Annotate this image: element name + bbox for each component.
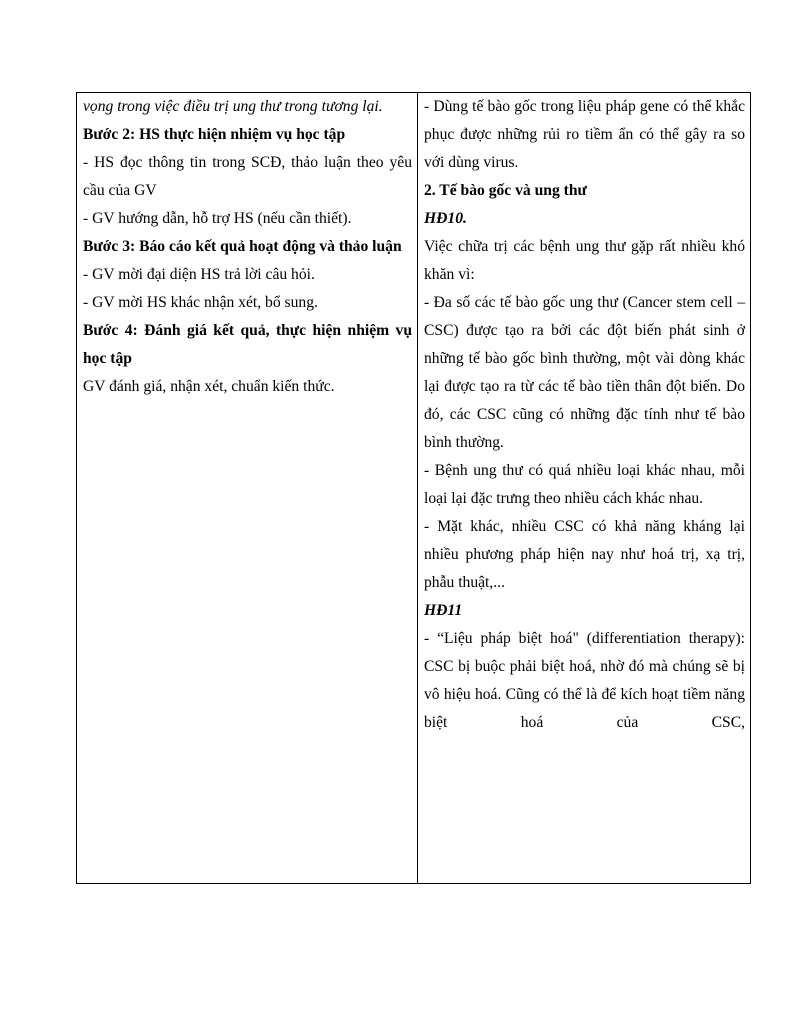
paragraph: - Mặt khác, nhiều CSC có khả năng kháng lại nhiều phương pháp hiện nay như hoá trị, xạ trị, phẫu thuật,... <box>424 518 745 591</box>
paragraph: - Dùng tế bào gốc trong liệu pháp gene có thể khắc phục được những rủi ro tiềm ẩn có thể gây ra so với dùng virus. <box>424 98 745 171</box>
step-heading: Bước 4: Đánh giá kết quả, thực hiện nhiệm vụ học tập <box>83 322 412 367</box>
paragraph: - Bệnh ung thư có quá nhiều loại khác nhau, mỗi loại lại đặc trưng theo nhiều cách khác nhau. <box>424 462 745 507</box>
paragraph: Việc chữa trị các bệnh ung thư gặp rất nhiều khó khăn vì: <box>424 238 745 283</box>
activity-column-content <box>83 93 412 883</box>
step-heading: Bước 2: HS thực hiện nhiệm vụ học tập <box>83 126 346 143</box>
paragraph: - HS đọc thông tin trong SCĐ, thảo luận theo yêu cầu của GV <box>83 154 412 199</box>
activity-label: HĐ11 <box>424 602 463 619</box>
paragraph: - GV mời đại diện HS trả lời câu hỏi. <box>83 266 315 283</box>
paragraph: - GV hướng dẫn, hỗ trợ HS (nếu cần thiết). <box>83 210 352 227</box>
paragraph: vọng trong việc điều trị ung thư trong tương lại. <box>83 98 383 115</box>
paragraph: - Đa số các tế bào gốc ung thư (Cancer stem cell – CSC) được tạo ra bởi các đột biến phát sinh ở những tế bào gốc bình thường, một vài dòng khác lại được tạo ra từ các tế bào tiền thân đột biến. Do đó, các CSC cũng có những đặc tính như tế bào bình thường. <box>424 294 745 451</box>
paragraph: - GV mời HS khác nhận xét, bổ sung. <box>83 294 318 311</box>
section-heading: 2. Tế bào gốc và ung thư <box>424 182 587 199</box>
activity-label: HĐ10. <box>424 210 467 227</box>
table-row <box>77 93 751 884</box>
step-heading: Bước 3: Báo cáo kết quả hoạt động và thảo luận <box>83 238 402 255</box>
lesson-plan-table <box>76 92 751 884</box>
paragraph: GV đánh giá, nhận xét, chuẩn kiến thức. <box>83 378 335 395</box>
activity-column <box>77 93 418 884</box>
content-column <box>418 93 751 884</box>
paragraph: - “Liệu pháp biệt hoá" (differentiation therapy): CSC bị buộc phải biệt hoá, nhờ đó mà chúng sẽ bị vô hiệu hoá. Cũng có thể là để kích hoạt tiềm năng biệt hoá của CSC, <box>424 630 745 731</box>
